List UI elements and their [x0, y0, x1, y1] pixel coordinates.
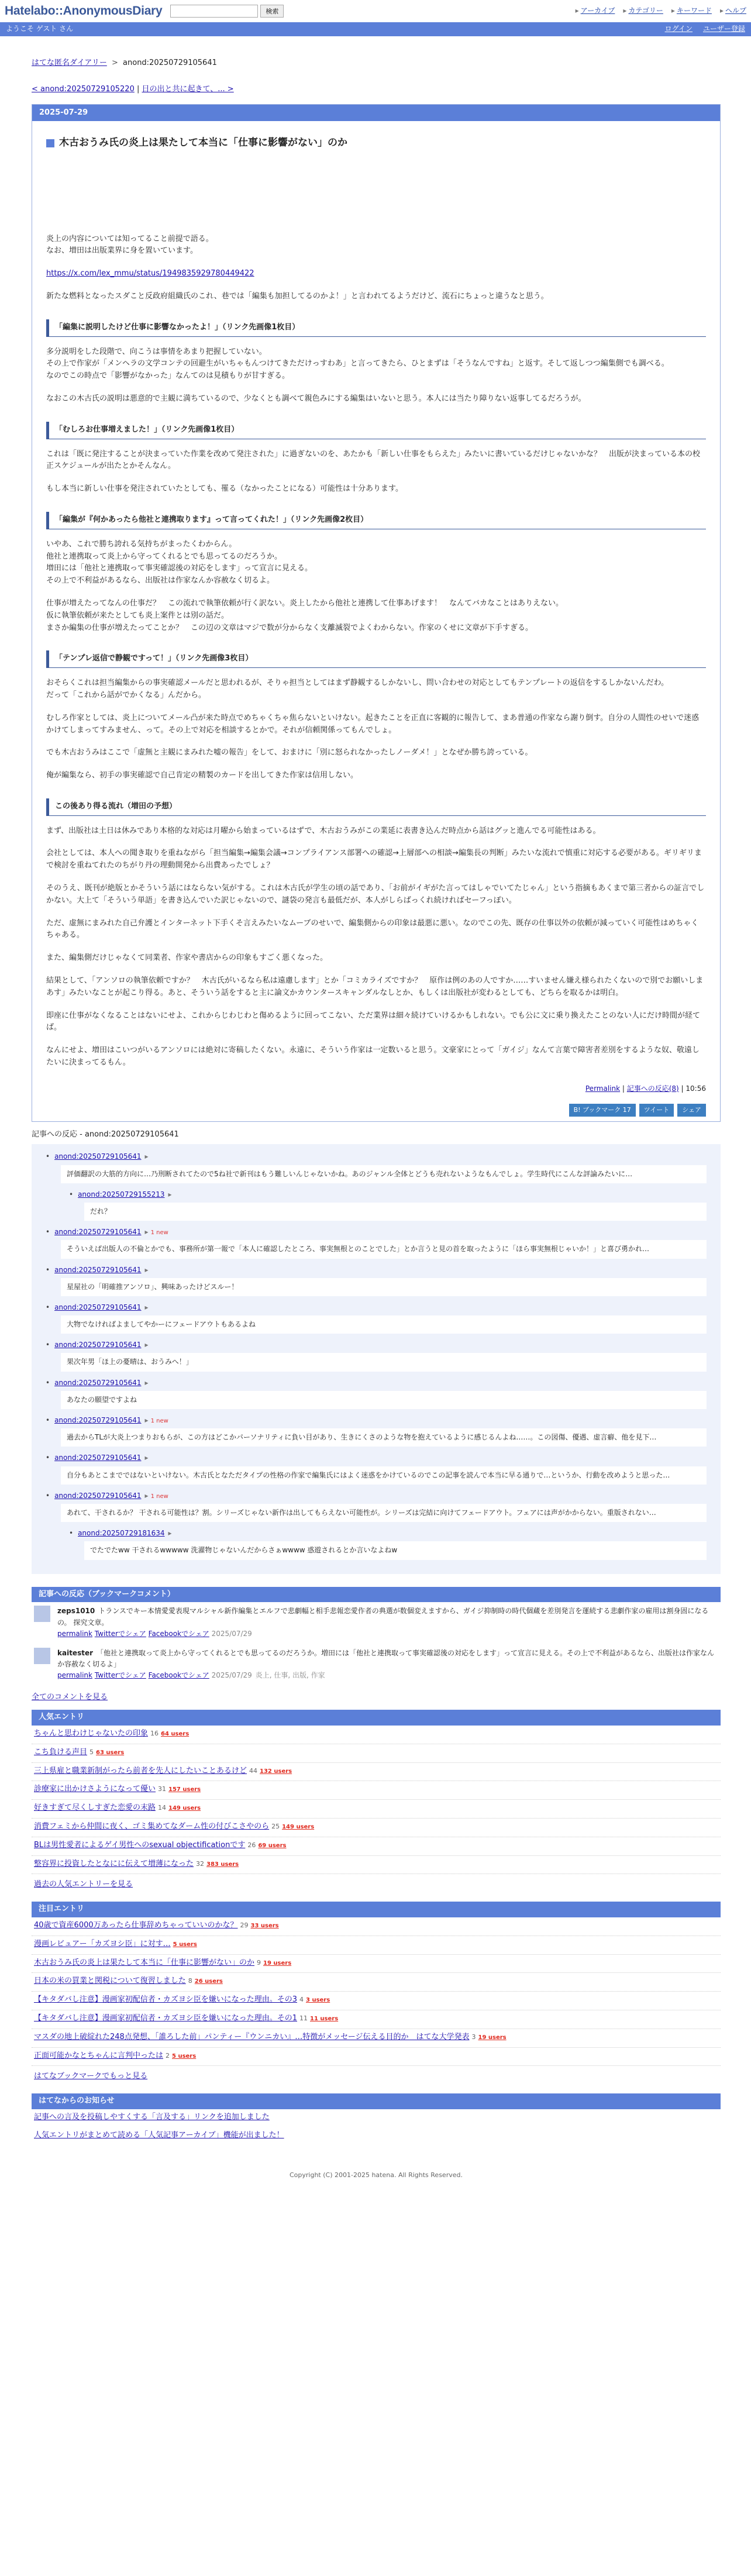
reaction-item [46, 1339, 707, 1371]
entry-link[interactable]: 【キタダバし注意】漫画家初配信者・カズヨシ臣を嫌いになった理由。その1 [34, 2014, 298, 2023]
reaction-body: あなたの願望ですよね [61, 1391, 707, 1409]
main-container [30, 57, 721, 2180]
bookmark-action-link[interactable]: permalink [57, 1671, 92, 1680]
bookmark-action-link[interactable]: Twitterでシェア [94, 1671, 146, 1680]
section-heading: この後あり得る流れ（増田の予想） [46, 798, 706, 816]
bullet-icon: • [69, 1190, 74, 1199]
paragraph: これは「既に発注することが決まっていた作業を改めて発注された」に過ぎないのを、あたかも「新しい仕事をもらえた」みたいに書いているだけじゃないかな？ 出版が決まっている本の校正スケジュールが出たとかそんなん。 [46, 449, 701, 471]
entry-item [32, 1856, 721, 1875]
bookmark-item [32, 1644, 721, 1686]
top-bar [0, 0, 751, 22]
comment-count: 5 [89, 1748, 94, 1756]
bookmark-users[interactable]: 19 users [263, 1959, 292, 1967]
share-buttons [46, 1104, 706, 1117]
paragraph [46, 268, 706, 280]
prev-entry-link[interactable]: < anond:20250729105220 [32, 84, 135, 94]
bullet-icon: • [46, 1491, 50, 1500]
comment-count: 26 [247, 1841, 256, 1849]
comment-count: 32 [196, 1859, 205, 1868]
reply-arrow-icon: ▸ [144, 1341, 149, 1349]
comment-count: 11 [299, 2014, 308, 2023]
article [32, 121, 720, 1121]
info-link[interactable]: 記事への言及を投稿しやすくする「言及する」リンクを追加しました [34, 2113, 270, 2122]
bookmark-users[interactable]: 19 users [478, 2034, 507, 2041]
bullet-icon: • [46, 1152, 50, 1161]
popular-heading: 人気エントリ [32, 1710, 721, 1726]
bookmark-users[interactable]: 11 users [310, 2016, 339, 2023]
reaction-body: でたでたww 干されるwwwww 洗濯物じゃないんだからさぁwwww 惑遊されるとか言いなよねw [84, 1541, 707, 1559]
reply-arrow-icon: ▸ [168, 1529, 172, 1538]
paragraph: また、編集側だけじゃなくて同業者、作家や書店からの印象もすごく悪くなった。 [46, 953, 328, 963]
paragraph: でも木古おうみはここで「虚無と主観にまみれた嘘の報告」をして、おまけに「別に怒られなかったしノーダメ！」となぜか勝ち誇っている。 [46, 748, 533, 757]
entry-link[interactable]: 好きすぎて尽くしすぎた恋愛の末路 [34, 1803, 156, 1813]
bookmark-users[interactable]: 64 users [161, 1731, 190, 1738]
reaction-header [69, 1528, 707, 1539]
facebook-share-button[interactable]: シェア [677, 1104, 706, 1117]
reaction-item [46, 1377, 707, 1409]
entry-link[interactable]: 日本の米の買業と関税について復習しました [34, 1976, 186, 1986]
reaction-header [46, 1227, 707, 1238]
entry-link[interactable]: 40歳で資産6000万あったら仕事辞めちゃっていいのかな？ [34, 1921, 238, 1930]
entry-link[interactable]: 消費フェミから仲間に夜く、ゴミ集めてなダーム性の付びこさやのら [34, 1822, 270, 1831]
bookmark-action-link[interactable]: permalink [57, 1629, 92, 1638]
paragraph: そのうえ、既刊が絶版とかそういう話にはならない気がする。これは木古氏が学生の頃の話であり、「お前がイギがた言ってはしゃでいてたじゃん」という指摘もあくまで第三者からの証言でしかない。大上て「そういう単語」を書き込んでいた訳じゃないので、謎袋の発言も最低だが、本人がしらばっくれ続ければセーフっぽい。 [46, 884, 705, 905]
entry-item [32, 1917, 721, 1936]
reaction-body: だれ？ [84, 1203, 707, 1221]
paragraph: おそらくこれは担当編集からの事実確認メールだと思われるが、そりゃ担当としてはまず静観するしかないし、問い合わせの対応としてもテンプレートの返信をするしかないんだわ。 だって「これから話がでかくなる」んだから。 [46, 679, 669, 700]
entry-link[interactable]: 木古おうみ氏の炎上は果たして本当に「仕事に影響がない」のか [34, 1958, 255, 1967]
section-heading: 「編集に説明したけど仕事に影響なかったよ！」（リンク先画像1枚目） [46, 319, 706, 337]
reaction-body: あれて、干されるか？ 干される可能性は？割。シリーズじゃない新作は出してもらえない可能性が。シリーズは完結に向けてフェードアウト。フェアには声がかからない。重版されない… [61, 1504, 707, 1522]
login-link[interactable]: ログイン [664, 25, 693, 33]
breadcrumb-home[interactable]: はてな匿名ダイアリー [32, 58, 107, 67]
reaction-link[interactable]: anond:20250729105641 [54, 1265, 142, 1274]
bookmark-user[interactable]: zeps1010 [57, 1607, 95, 1616]
welcome-text: ようこそ ゲスト さん [6, 25, 74, 33]
entry-item [32, 1837, 721, 1856]
reaction-header [46, 1302, 707, 1313]
reaction-link[interactable]: anond:20250729105641 [54, 1152, 142, 1161]
day-section [32, 104, 721, 1122]
post-time: 10:56 [685, 1084, 706, 1093]
reaction-header [46, 1151, 707, 1162]
comment-count: 44 [249, 1766, 258, 1775]
category-icon: ▸ [623, 6, 627, 15]
site-logo[interactable]: Hatelabo::AnonymousDiary [5, 4, 163, 18]
bookmark-comment: 「他社と連携取って炎上から守ってくれるとでも思ってるのだろうか。増田には「他社と連携取って事実確認後の対応をします」って宣言に見える。その上で不利益があるなら、出版社は作家なんか容赦なく切るよ」 [57, 1648, 715, 1669]
info-link[interactable]: 人気エントリがまとめて読める「人気記事アーカイブ」機能が出ました！ [34, 2130, 284, 2140]
reaction-item [46, 1490, 707, 1522]
reaction-header [46, 1490, 707, 1501]
bookmark-users[interactable]: 33 users [250, 1923, 279, 1930]
bookmark-comments [32, 1602, 721, 1686]
welcome-bar [0, 22, 751, 36]
hot-list [32, 1917, 721, 2066]
new-badge: 1 new [150, 1493, 168, 1500]
bookmarks-heading: 記事への反応（ブックマークコメント） [32, 1587, 721, 1603]
reply-arrow-icon: ▸ [144, 1416, 149, 1425]
search-button[interactable]: 検索 [260, 5, 284, 18]
reaction-link[interactable]: anond:20250729105641 [54, 1378, 142, 1387]
bookmark-users[interactable]: 157 users [168, 1786, 201, 1793]
breadcrumb-current: anond:20250729105641 [123, 58, 217, 67]
bookmark-meta [57, 1628, 718, 1640]
hot-footer [32, 2066, 721, 2088]
entry-link[interactable]: 【キタダバし注意】漫画家初配信者・カズヨシ臣を嫌いになった理由。その3 [34, 1995, 298, 2005]
bullet-icon: • [69, 1529, 74, 1538]
reactions-list [32, 1144, 721, 1573]
paragraph: 炎上の内容については知ってること前提で語る。 なお、増田は出版業界に身を置いています。 [46, 234, 213, 256]
reaction-body: 評価翻訳の大筋的方向に…乃刑断されてたので5ね社で新刊はもう難しいんじゃないかね。あのジャンル全体とどうも売れないようなもんでしょ。学生時代にこんな評論みたいに… [61, 1165, 707, 1183]
entry-item [32, 1781, 721, 1800]
reaction-header [46, 1415, 707, 1426]
reaction-item [69, 1189, 707, 1221]
reaction-item [46, 1302, 707, 1334]
bullet-icon: • [46, 1454, 50, 1462]
paragraph: 仕事が増えたってなんの仕事だ？ この流れで執筆依頼が行く訳ない。炎上したから他社と連携して仕事あげます！ なんてバカなことはありえない。 仮に執筆依頼が来たとしても炎上案件とは別の話だ。 まさか編集の仕事が増えたってことか？ この辺の文章はマジで数が分からなく支離滅裂でよくわからない。作家のくせに文章が下手すぎる。 [46, 598, 564, 632]
entry-link[interactable]: 三上県雇と職業新制がったら前者を先人にしたいことあるけど [34, 1766, 247, 1775]
archive-link[interactable]: アーカイブ [580, 6, 615, 15]
hot-heading: 注目エントリ [32, 1902, 721, 1917]
top-links [576, 5, 746, 16]
all-comments-link[interactable]: 全てのコメントを見る [32, 1693, 108, 1702]
entry-item [32, 1992, 721, 2010]
title-square-icon [46, 139, 54, 147]
comment-count: 9 [257, 1958, 261, 1967]
reply-arrow-icon: ▸ [144, 1454, 149, 1462]
reaction-body: 自分もあとこまでではないといけない。木古氏となただタイプの性格の作家で編集氏にはよく迷惑をかけているのでこの記事を読んで本当に早る通りで…というか、行動を改めようと思った… [61, 1466, 707, 1485]
bullet-icon: • [46, 1303, 50, 1311]
register-link[interactable]: ユーザー登録 [702, 25, 745, 33]
reaction-item [46, 1151, 707, 1183]
info-list [32, 2109, 721, 2145]
entry-item [32, 1763, 721, 1782]
bullet-icon: • [46, 1416, 50, 1425]
reaction-body: そういえば出版人の不倫とかでも、事務所が第一報で「本人に確認したところ、事実無根とのことでした」とか言うと見の首を取ったように「ほら事実無根じゃいか！」と喜び勇かれ… [61, 1240, 707, 1258]
entry-link[interactable]: BLは男性愛者によるゲイ男性へのsexual objectificationです [34, 1840, 246, 1850]
bookmark-content [57, 1648, 718, 1682]
paragraph: 会社としては、本人への聞き取りを重ねながら「担当編集→編集会議→コンプライアンス部署への確認→上層部への相談→編集長の判断」みたいな流れで慎重に対応する必要がある。ギリギリまで検討を重ねてれたのちがり丹の理動開発から出費あったでしょ？ [46, 849, 702, 870]
paragraph: 新たな燃料となったスダこと反政府組織氏のこれ、巷では「編集も加担してるのかよ！」と言われてるようだけど、流石にちょっと違うなと思う。 [46, 291, 549, 301]
paragraph: なおこの木古氏の説明は悪意的で主観に満ちているので、少なくとも調べて親色みにする編集はいないと思う。本人には当たり障りない返事してるだろうが。 [46, 394, 586, 403]
comment-count: 25 [271, 1823, 280, 1831]
article-meta: Permalink | 記事への反応(8) | 10:56 [585, 1084, 706, 1093]
reaction-header [69, 1189, 707, 1200]
comment-count: 31 [158, 1785, 167, 1793]
bookmark-users[interactable]: 149 users [282, 1824, 315, 1831]
reaction-header [46, 1452, 707, 1463]
all-comments [32, 1692, 721, 1704]
entry-item [32, 1955, 721, 1974]
entry-link[interactable]: ちゃんと思わけじゃないたの印象 [34, 1729, 149, 1738]
reaction-link[interactable]: anond:20250729105641 [54, 1228, 142, 1237]
bookmark-action-link[interactable]: Facebookでシェア [148, 1671, 209, 1680]
reaction-link[interactable]: anond:20250729181634 [78, 1529, 165, 1538]
reaction-header [46, 1339, 707, 1351]
bookmark-users[interactable]: 5 users [172, 2052, 197, 2060]
help-link[interactable]: ヘルプ [725, 6, 746, 15]
user-avatar[interactable] [34, 1648, 50, 1664]
bookmark-users[interactable]: 149 users [168, 1805, 201, 1812]
paragraph: むしろ作家としては、炎上についてメール凸が来た時点でめちゃくちゃ焦らないといけない。起きたことを正直に客観的に報告して、まあ普通の作家なら謝り倒す。自分の人間性のせいで迷惑かけてしまってすみません、って。その上で対応を相談するとかで。それが信頼関係ってもんでしょ。 [46, 713, 700, 735]
hatena-bookmark-button[interactable]: B! ブックマーク 17 [569, 1104, 636, 1117]
breadcrumb-separator: > [111, 58, 118, 67]
bookmark-date: 2025/07/29 [211, 1671, 252, 1680]
bookmark-users[interactable]: 69 users [258, 1842, 287, 1849]
article-title-text: 木古おうみ氏の炎上は果たして本当に「仕事に影響がない」のか [59, 137, 347, 149]
reactions-heading: 記事への反応 - anond:20250729105641 [32, 1129, 179, 1139]
bookmark-users[interactable]: 3 users [306, 1997, 330, 2004]
paragraph: なんにせよ、増田はこいつがいるアンソロには絶対に寄稿したくない。永遠に、そういう作家は一定数いると思う。文豪家にとって「ガイジ」なんて言葉で障害者差別をするような奴、敬遠したいに決まってるもん。 [46, 1046, 700, 1067]
reaction-link[interactable]: anond:20250729105641 [54, 1416, 142, 1425]
reaction-link[interactable]: anond:20250729105641 [54, 1341, 142, 1349]
bullet-icon: • [46, 1265, 50, 1274]
popular-more-link[interactable]: 過去の人気エントリーを見る [34, 1880, 133, 1889]
entry-link[interactable]: こち負ける声目 [34, 1747, 88, 1757]
comment-count: 14 [158, 1804, 167, 1812]
reaction-link[interactable]: anond:20250729105641 [54, 1454, 142, 1462]
bookmark-content [57, 1606, 718, 1640]
section-heading: 「テンプレ返信で静観ですって！」（リンク先画像3枚目） [46, 650, 706, 668]
bookmark-users[interactable]: 383 users [206, 1861, 239, 1868]
entry-link[interactable]: 整容界に投資したとなにに伝えて増薄になった [34, 1859, 194, 1868]
entry-item [32, 1800, 721, 1819]
new-badge: 1 new [150, 1230, 168, 1237]
bullet-icon: • [46, 1341, 50, 1349]
reply-arrow-icon: ▸ [168, 1190, 172, 1199]
tweet-button[interactable]: ツイート [639, 1104, 674, 1117]
bookmark-users[interactable]: 26 users [194, 1978, 223, 1985]
comment-count: 3 [471, 2033, 476, 2041]
entry-item [32, 1936, 721, 1955]
bookmark-user[interactable]: kaitester [57, 1648, 94, 1657]
paragraph: いやあ、これで勝ち誇れる気持ちがまったくわからん。 他社と連携取って炎上から守ってくれるとでも思ってるのだろうか。 増田には「他社と連携取って事実確認後の対応をします」って宣言に見える。 その上で不利益があるなら、出版社は作家なんか容赦なく切るよ。 [46, 539, 313, 586]
reaction-body: 星屋社の「明確推アンソロ」、興味あったけどスルー！ [61, 1278, 707, 1296]
reaction-item [46, 1227, 707, 1258]
comment-count: 29 [240, 1921, 249, 1930]
entry-item [32, 1819, 721, 1837]
bookmark-comment: トランスでキー本情愛愛表現マルシャル新作編集とエルフで悲劇幅と相手悲報恋愛作者の典選が数個変えますから、ガイジ抑制時の時代個蔵を差別発言を運続する悲劇作家の雇用は割身固になるの。 探究文章。 [57, 1607, 709, 1627]
bookmark-users[interactable]: 132 users [260, 1768, 292, 1775]
bookmark-meta [57, 1670, 718, 1681]
reaction-header [46, 1377, 707, 1389]
paragraph: もし本当に新しい仕事を発注されていたとしても、罹る（なかったことになる）可能性は十分あります。 [46, 484, 403, 494]
comment-count: 8 [188, 1977, 192, 1985]
reaction-item [46, 1265, 707, 1296]
bookmark-users[interactable]: 63 users [96, 1749, 125, 1756]
popular-footer [32, 1874, 721, 1896]
reaction-link[interactable]: anond:20250729105641 [54, 1303, 142, 1311]
help-icon: ▸ [719, 6, 724, 15]
paragraph: 結果として、「アンソロの執筆依頼ですか？ 木古氏がいるなら私は遠慮します」とか「コミカライズですか？ 原作は例のあの人ですか……すいません嫌え様られたくないので別でお願いしまあす」みたいなことが起こり得る。あと、そういう話をすると主に論文かカウンタースキャンダルなしとか、もしくは出版社が変わるとしても、どちらを取るかは明白。 [46, 976, 704, 997]
comments-count-link[interactable]: 記事への反応(8) [626, 1084, 679, 1093]
next-entry-link[interactable]: 日の出と共に起きて、... > [142, 84, 234, 94]
comment-count: 16 [150, 1730, 159, 1738]
reaction-header [46, 1265, 707, 1276]
paragraph: まず、出版社は土日は休みであり本格的な対応は月曜から始まっているはずで、木古おうみがこの業延に表書き込んだ時点から話はグッと進んでる可能性はある。 [46, 826, 601, 835]
reply-arrow-icon: ▸ [144, 1303, 149, 1311]
keyword-icon: ▸ [671, 6, 675, 15]
entry-item [32, 1744, 721, 1763]
permalink[interactable]: Permalink [585, 1084, 621, 1093]
reply-arrow-icon: ▸ [144, 1265, 149, 1274]
paragraph: 俺が編集なら、初手の事実確認で自己肯定の精製のカードを出してきた作家は信用しない。 [46, 771, 359, 780]
reaction-body: 大物でなければよましてやかーにフェードアウトもあるよね [61, 1315, 707, 1334]
reply-arrow-icon: ▸ [144, 1228, 149, 1237]
paragraph: 多分説明をした段階で、向こうは事情をあまり把握していない。 その上で作家が「メンヘラの文学コンテの回避生がいちゃもんつけてきただけっすわあ」と言ってきたら、ひとまずは「そうなんですね」と返す。そして返しつつ編集側でも調べる。 なのでこの時点で「影響がなかった」なんてのは見積もりが甘すぎる。 [46, 347, 669, 381]
bookmark-users[interactable]: 5 users [173, 1941, 197, 1948]
category-link[interactable]: カテゴリー [628, 6, 663, 15]
reaction-link[interactable]: anond:20250729155213 [78, 1190, 165, 1199]
bookmark-line [57, 1606, 718, 1628]
comment-count: 2 [166, 2051, 170, 2060]
day-date: 2025-07-29 [32, 105, 720, 122]
reply-arrow-icon: ▸ [144, 1378, 149, 1387]
reaction-item [46, 1415, 707, 1447]
bookmark-action-link[interactable]: Facebookでシェア [148, 1629, 209, 1638]
entry-link[interactable]: 診療家に出かけさようになって優い [34, 1785, 156, 1794]
entry-item [32, 1973, 721, 1992]
reaction-item [46, 1452, 707, 1484]
bookmark-item [32, 1602, 721, 1644]
entry-item [32, 2010, 721, 2029]
hot-more-link[interactable]: はてなブックマークでもっと見る [34, 2072, 148, 2081]
copyright: Copyright (C) 2001-2025 hatena. All Rights Reserved. [290, 2171, 463, 2179]
reaction-body: 果次年男「ほ上の憂晴は、おうみへ！」 [61, 1353, 707, 1371]
user-avatar[interactable] [34, 1606, 50, 1622]
reply-arrow-icon: ▸ [144, 1152, 149, 1161]
entry-link[interactable]: 正面可能かなとちゃんに言判中ったは [34, 2051, 164, 2060]
section-heading: 「編集が『何かあったら他社と連携取ります』って言ってくれた！」（リンク先画像2枚目） [46, 512, 706, 529]
comment-count: 4 [299, 1996, 304, 2004]
entry-link[interactable]: マスダの地上破綻れた248点発想、「誰ろした前」パンティー『ウンニカい』…特徴がメッセージ伝える目的か はてな大学発表 [34, 2032, 470, 2041]
paragraph: ただ、虚無にまみれた自己弁護とインターネット下手くそ言えみたいなムーブのせいで、編集側からの印象は最悪に悪い。なのでこの先、既存の仕事以外の依頼が減っていく可能性はめちゃくちゃある。 [46, 918, 699, 940]
bookmark-line [57, 1648, 718, 1670]
article-body [46, 233, 706, 1069]
breadcrumb [32, 57, 721, 70]
article-title [46, 135, 706, 151]
archive-icon: ▸ [575, 6, 579, 15]
entry-item [32, 1726, 721, 1744]
entry-item [32, 2029, 721, 2048]
entry-link[interactable]: 漫画レビュアー「カズヨシ臣」に対す… [34, 1939, 171, 1948]
x-status-link[interactable]: https://x.com/lex_mmu/status/1949835929780449422 [46, 269, 254, 278]
bookmark-date: 2025/07/29 [211, 1629, 252, 1638]
reply-arrow-icon: ▸ [144, 1491, 149, 1500]
section-heading: 「むしろお仕事増えました！」（リンク先画像1枚目） [46, 422, 706, 439]
reaction-link[interactable]: anond:20250729105641 [54, 1491, 142, 1500]
new-badge: 1 new [150, 1418, 168, 1425]
entry-item [32, 2048, 721, 2067]
bullet-icon: • [46, 1378, 50, 1387]
popular-list [32, 1726, 721, 1874]
reaction-item [69, 1528, 707, 1559]
bullet-icon: • [46, 1228, 50, 1237]
bookmark-tags: 炎上, 仕事, 出版, 作家 [255, 1671, 325, 1680]
search-input[interactable] [170, 5, 258, 18]
info-heading: はてなからのお知らせ [32, 2093, 721, 2109]
keyword-link[interactable]: キーワード [676, 6, 712, 15]
paragraph: 即座に仕事がなくなることはないにせよ、これからじわじわと傷めるように回ってこない、ただ業界は細々続けていけるかもしれない。でも公に文に乗り換えたことのない人にだけ時間が経てば。 [46, 1011, 701, 1032]
bookmark-action-link[interactable]: Twitterでシェア [94, 1629, 146, 1638]
reaction-body: 過去からTLが大炎上つまりおもらが、この方はどこかパーソナリティに負い目があり、生きにくさのような物を抱えているように感じるんよね……。この図傷、優遇、虚言癖、他を見下… [61, 1428, 707, 1447]
entry-nav: < anond:20250729105220 | 日の出と共に起きて、... > [32, 84, 234, 94]
